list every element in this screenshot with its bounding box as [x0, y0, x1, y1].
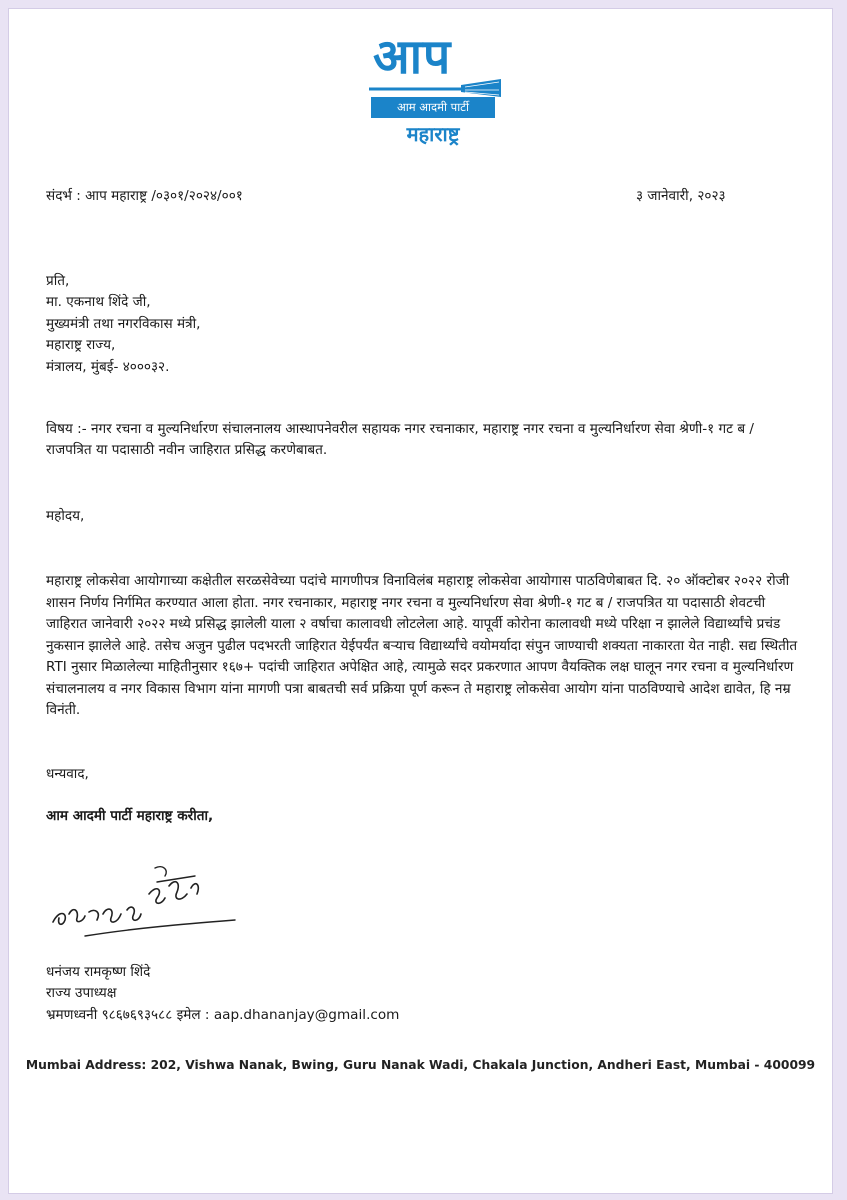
recipient-line: मा. एकनाथ शिंदे जी, [46, 294, 151, 311]
recipient-line: प्रति, [46, 273, 70, 289]
signatory-title: राज्य उपाध्यक्ष [46, 985, 117, 1002]
signatory-name: धनंजय रामकृष्ण शिंदे [46, 964, 151, 980]
recipient-line: मंत्रालय, मुंबई- ४०००३२. [46, 358, 170, 375]
broom-icon [365, 77, 505, 99]
logo-band-text: आम आदमी पार्टी [371, 97, 495, 118]
recipient-line: महाराष्ट्र राज्य, [46, 337, 116, 354]
letter-body: महाराष्ट्र लोकसेवा आयोगाच्या कक्षेतील सरळसेवेच्या पदांचे मागणीपत्र विनाविलंब महाराष्ट्र लोकसेवा आयोगास पाठविणेबाबत दि. २० ऑक्टोबर २०२२ रोजी शासन निर्णय निर्गमित करण्यात आला होता. नगर रचनाकार, महाराष्ट्र नगर रचना व मुल्यनिर्धारण सेवा श्रेणी-१ गट ब / राजपत्रित या पदासाठी शेवटची जाहिरात जानेवारी २०२२ मध्ये प्रसिद्ध झालेली याला २ वर्षाचा कालावधी लोटलेला आहे. यापूर्वी कोरोना कालावधी मध्ये परिक्षा न झालेले विद्यार्थ्यांचे प्रचंड नुकसान झालेले आहे. तसेच अजुन पुढील पदभरती जाहिरात येईपर्यंत बऱ्याच विद्यार्थ्यांचे वयोमर्यादा संपुन जाण्याची शक्यता नाकारता येत नाही. सद्य स्थितीत RTI नुसार मिळालेल्या माहितीनुसार १६७+ पदांची जाहिरात अपेक्षित आहे, त्यामुळे सदर प्रकरणात आपण वैयक्तिक लक्ष घालून नगर रचना व मुल्यनिर्धारण संचालनालय व नगर विकास विभाग यांना मागणी पत्रा बाबतची सर्व प्रक्रिया पूर्ण करून ते महाराष्ट्र लोकसेवा आयोग यांना पाठविण्याचे आदेश द्यावेत, हि नम्र विनंती. [46, 573, 798, 718]
letter-page [8, 8, 833, 1194]
handwritten-signature [45, 854, 245, 944]
reference-number: संदर्भ : आप महाराष्ट्र /०३०१/२०२४/००१ [46, 188, 243, 204]
letter-date: ३ जानेवारी, २०२३ [636, 188, 726, 204]
recipient-line: मुख्यमंत्री तथा नगरविकास मंत्री, [46, 315, 201, 332]
letter-subject: विषय :- नगर रचना व मुल्यनिर्धारण संचालनालय आस्थापनेवरील सहायक नगर रचनाकार, महाराष्ट्र नगर रचना व मुल्यनिर्धारण सेवा श्रेणी-१ गट ब / राजपत्रित या पदासाठी नवीन जाहिरात प्रसिद्ध करणेबाबत. [46, 421, 755, 458]
recipient-address [46, 271, 201, 378]
footer-address: Mumbai Address: 202, Vishwa Nanak, Bwing, Guru Nanak Wadi, Chakala Junction, Andheri East, Mumbai - 400099 [25, 1058, 816, 1072]
salutation: महोदय, [46, 508, 85, 524]
aap-maharashtra-logo [359, 31, 519, 161]
logo-state-name: महाराष्ट्र [406, 122, 460, 146]
closing: धन्यवाद, [46, 766, 89, 782]
signatory-contact: भ्रमणध्वनी ९८६७६९३५८८ इमेल : aap.dhananjay@gmail.com [46, 1006, 400, 1023]
organization-line: आम आदमी पार्टी महाराष्ट्र करीता, [46, 808, 214, 824]
logo-wordmark: आप [373, 29, 452, 85]
signatory-block [46, 962, 399, 1026]
